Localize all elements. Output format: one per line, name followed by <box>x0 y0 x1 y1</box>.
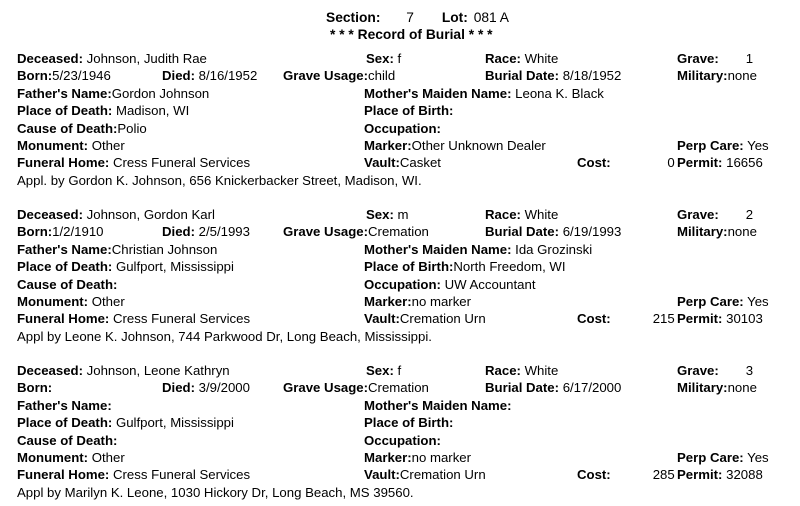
sex-field <box>366 363 401 379</box>
deceased-value: Johnson, Gordon Karl <box>86 207 215 222</box>
mothers-maiden-name-label: Mother's Maiden Name: <box>364 397 512 413</box>
monument-label: Monument: <box>17 138 89 153</box>
perp-care-field <box>677 138 769 154</box>
place-of-death-field <box>17 415 234 431</box>
race-label: Race: <box>485 51 521 66</box>
deceased-field <box>17 363 230 379</box>
note-value: Appl. by Gordon K. Johnson, 656 Knickerbacker Street, Madison, WI. <box>17 172 422 188</box>
fathers-name-field <box>17 242 217 258</box>
permit-label: Permit: <box>677 155 723 171</box>
sex-value: f <box>397 363 402 378</box>
sex-value: m <box>397 207 409 222</box>
vault-value: Casket <box>399 155 441 171</box>
burial-date-label: Burial Date: <box>485 224 560 240</box>
died-field <box>162 224 250 240</box>
grave-usage-label: Grave Usage: <box>283 68 369 84</box>
cause-of-death-label: Cause of Death: <box>17 276 118 292</box>
place-of-birth-value: North Freedom, WI <box>453 259 566 275</box>
burial-date-value: 6/19/1993 <box>562 224 622 240</box>
race-value: White <box>524 363 559 378</box>
place-of-birth-label: Place of Birth: <box>364 415 454 431</box>
marker-value: Other Unknown Dealer <box>411 138 546 153</box>
burial-date-field <box>485 380 621 396</box>
section-label: Section: <box>326 10 381 25</box>
died-value: 3/9/2000 <box>198 380 250 396</box>
marker-field <box>364 450 471 466</box>
place-of-birth-label: Place of Birth: <box>364 259 454 275</box>
grave-value: 1 <box>745 51 754 66</box>
marker-label: Marker: <box>364 294 412 309</box>
place-of-death-value: Madison, WI <box>115 103 190 119</box>
military-field <box>677 380 757 396</box>
monument-label: Monument: <box>17 450 89 465</box>
mothers-maiden-name-label: Mother's Maiden Name: <box>364 85 512 101</box>
perp-care-value: Yes <box>747 450 769 465</box>
deceased-value: Johnson, Judith Rae <box>86 51 207 66</box>
fathers-name-label: Father's Name: <box>17 85 112 101</box>
cost-label: Cost: <box>577 467 611 483</box>
occupation-field <box>364 433 441 449</box>
perp-care-value: Yes <box>747 294 769 309</box>
permit-label: Permit: <box>677 311 723 327</box>
vault-field <box>364 311 486 327</box>
grave-usage-value: child <box>368 68 396 84</box>
fathers-name-label: Father's Name: <box>17 397 112 413</box>
occupation-label: Occupation: <box>364 120 441 136</box>
military-label: Military: <box>677 68 728 84</box>
mothers-maiden-name-value: Ida Grozinski <box>515 241 593 257</box>
monument-field <box>17 294 125 310</box>
cost-label: Cost: <box>577 155 611 171</box>
grave-usage-label: Grave Usage: <box>283 380 369 396</box>
vault-field <box>364 467 486 483</box>
perp-care-label: Perp Care: <box>677 138 744 153</box>
cost-value: 0 <box>667 155 675 171</box>
cause-of-death-field <box>17 277 117 293</box>
sex-label: Sex: <box>366 363 394 378</box>
grave-usage-field <box>283 224 429 240</box>
military-value: none <box>727 380 757 396</box>
permit-field <box>677 311 763 327</box>
died-value: 8/16/1952 <box>198 68 258 84</box>
grave-usage-value: Cremation <box>368 380 429 396</box>
grave-label: Grave: <box>677 207 719 222</box>
mothers-maiden-name-label: Mother's Maiden Name: <box>364 241 512 257</box>
sex-label: Sex: <box>366 51 394 66</box>
cost-field <box>577 155 679 171</box>
sex-field <box>366 51 401 67</box>
race-value: White <box>524 207 559 222</box>
deceased-label: Deceased: <box>17 51 83 66</box>
place-of-death-field <box>17 103 189 119</box>
deceased-label: Deceased: <box>17 207 83 222</box>
military-field <box>677 68 757 84</box>
cost-value: 215 <box>652 311 675 327</box>
grave-field <box>677 207 753 223</box>
fathers-name-field <box>17 398 112 414</box>
grave-usage-label: Grave Usage: <box>283 224 369 240</box>
grave-usage-field <box>283 68 395 84</box>
race-field <box>485 51 558 67</box>
grave-usage-field <box>283 380 429 396</box>
page-header <box>326 10 509 26</box>
note-value: Appl by Marilyn K. Leone, 1030 Hickory Dr, Long Beach, MS 39560. <box>17 484 414 500</box>
vault-value: Cremation Urn <box>399 311 486 327</box>
mothers-maiden-name-value: Leona K. Black <box>515 85 604 101</box>
grave-label: Grave: <box>677 363 719 378</box>
place-of-death-field <box>17 259 234 275</box>
permit-label: Permit: <box>677 467 723 483</box>
place-of-birth-field <box>364 259 566 275</box>
perp-care-label: Perp Care: <box>677 294 744 309</box>
born-field <box>17 68 111 84</box>
place-of-death-label: Place of Death: <box>17 259 113 275</box>
permit-field <box>677 155 763 171</box>
occupation-label: Occupation: <box>364 432 441 448</box>
grave-label: Grave: <box>677 51 719 66</box>
military-label: Military: <box>677 224 728 240</box>
occupation-label: Occupation: <box>364 276 441 292</box>
military-value: none <box>727 68 757 84</box>
funeral-home-value: Cress Funeral Services <box>113 155 251 171</box>
perp-care-label: Perp Care: <box>677 450 744 465</box>
monument-field <box>17 138 125 154</box>
burial-date-value: 8/18/1952 <box>562 68 622 84</box>
sex-label: Sex: <box>366 207 394 222</box>
application-note <box>17 485 414 501</box>
marker-label: Marker: <box>364 450 412 465</box>
cause-of-death-label: Cause of Death: <box>17 120 118 136</box>
lot-label: Lot: <box>441 10 468 25</box>
deceased-field <box>17 51 207 67</box>
fathers-name-label: Father's Name: <box>17 241 112 257</box>
place-of-birth-field <box>364 103 453 119</box>
burial-date-label: Burial Date: <box>485 68 560 84</box>
place-of-death-label: Place of Death: <box>17 103 113 119</box>
race-field <box>485 363 558 379</box>
burial-date-field <box>485 68 621 84</box>
military-label: Military: <box>677 380 728 396</box>
place-of-birth-field <box>364 415 453 431</box>
burial-date-value: 6/17/2000 <box>562 380 622 396</box>
born-value: 5/23/1946 <box>52 68 111 84</box>
vault-label: Vault: <box>364 155 400 171</box>
funeral-home-field <box>17 311 250 327</box>
place-of-death-value: Gulfport, Mississippi <box>115 415 234 431</box>
perp-care-field <box>677 450 769 466</box>
grave-value: 2 <box>745 207 754 222</box>
place-of-death-label: Place of Death: <box>17 415 113 431</box>
funeral-home-value: Cress Funeral Services <box>113 311 251 327</box>
funeral-home-label: Funeral Home: <box>17 311 110 327</box>
died-label: Died: <box>162 68 195 84</box>
vault-field <box>364 155 441 171</box>
born-label: Born: <box>17 380 53 396</box>
marker-value: no marker <box>411 294 472 309</box>
cost-field <box>577 311 679 327</box>
cause-of-death-value: Polio <box>117 120 147 136</box>
born-field <box>17 380 52 396</box>
cause-of-death-label: Cause of Death: <box>17 432 118 448</box>
marker-label: Marker: <box>364 138 412 153</box>
died-field <box>162 68 257 84</box>
monument-label: Monument: <box>17 294 89 309</box>
race-label: Race: <box>485 207 521 222</box>
fathers-name-value: Christian Johnson <box>111 241 218 257</box>
military-field <box>677 224 757 240</box>
cause-of-death-field <box>17 433 117 449</box>
sex-field <box>366 207 409 223</box>
mothers-maiden-name-field <box>364 242 592 258</box>
grave-field <box>677 363 753 379</box>
born-value: 1/2/1910 <box>52 224 104 240</box>
grave-usage-value: Cremation <box>368 224 429 240</box>
monument-value: Other <box>91 450 125 465</box>
mothers-maiden-name-field <box>364 86 604 102</box>
deceased-field <box>17 207 215 223</box>
vault-value: Cremation Urn <box>399 467 486 483</box>
section-value: 7 <box>406 10 414 25</box>
marker-field <box>364 294 471 310</box>
perp-care-value: Yes <box>747 138 769 153</box>
application-note <box>17 173 422 189</box>
monument-value: Other <box>91 294 125 309</box>
permit-value: 30103 <box>726 311 763 327</box>
race-field <box>485 207 558 223</box>
monument-field <box>17 450 125 466</box>
died-label: Died: <box>162 380 195 396</box>
born-label: Born: <box>17 224 53 240</box>
cost-field <box>577 467 679 483</box>
born-field <box>17 224 104 240</box>
died-value: 2/5/1993 <box>198 224 250 240</box>
deceased-label: Deceased: <box>17 363 83 378</box>
place-of-birth-label: Place of Birth: <box>364 103 454 119</box>
race-value: White <box>524 51 559 66</box>
sex-value: f <box>397 51 402 66</box>
place-of-death-value: Gulfport, Mississippi <box>115 259 234 275</box>
record-title: * * * Record of Burial * * * <box>330 27 493 42</box>
funeral-home-field <box>17 467 250 483</box>
marker-value: no marker <box>411 450 472 465</box>
vault-label: Vault: <box>364 311 400 327</box>
occupation-field <box>364 121 441 137</box>
note-value: Appl by Leone K. Johnson, 744 Parkwood Dr, Long Beach, Mississippi. <box>17 328 432 344</box>
died-field <box>162 380 250 396</box>
funeral-home-label: Funeral Home: <box>17 155 110 171</box>
grave-value: 3 <box>745 363 754 378</box>
vault-label: Vault: <box>364 467 400 483</box>
born-label: Born: <box>17 68 53 84</box>
deceased-value: Johnson, Leone Kathryn <box>86 363 230 378</box>
funeral-home-field <box>17 155 250 171</box>
occupation-field <box>364 277 536 293</box>
funeral-home-value: Cress Funeral Services <box>113 467 251 483</box>
died-label: Died: <box>162 224 195 240</box>
marker-field <box>364 138 546 154</box>
application-note <box>17 329 432 345</box>
cost-value: 285 <box>652 467 675 483</box>
lot-value: 081 A <box>473 10 509 25</box>
race-label: Race: <box>485 363 521 378</box>
burial-date-label: Burial Date: <box>485 380 560 396</box>
cost-label: Cost: <box>577 311 611 327</box>
military-value: none <box>727 224 757 240</box>
burial-date-field <box>485 224 621 240</box>
fathers-name-value: Gordon Johnson <box>111 85 210 101</box>
permit-field <box>677 467 763 483</box>
funeral-home-label: Funeral Home: <box>17 467 110 483</box>
grave-field <box>677 51 753 67</box>
fathers-name-field <box>17 86 209 102</box>
permit-value: 16656 <box>726 155 763 171</box>
mothers-maiden-name-field <box>364 398 512 414</box>
perp-care-field <box>677 294 769 310</box>
permit-value: 32088 <box>726 467 763 483</box>
cause-of-death-field <box>17 121 147 137</box>
occupation-value: UW Accountant <box>444 276 536 292</box>
monument-value: Other <box>91 138 125 153</box>
